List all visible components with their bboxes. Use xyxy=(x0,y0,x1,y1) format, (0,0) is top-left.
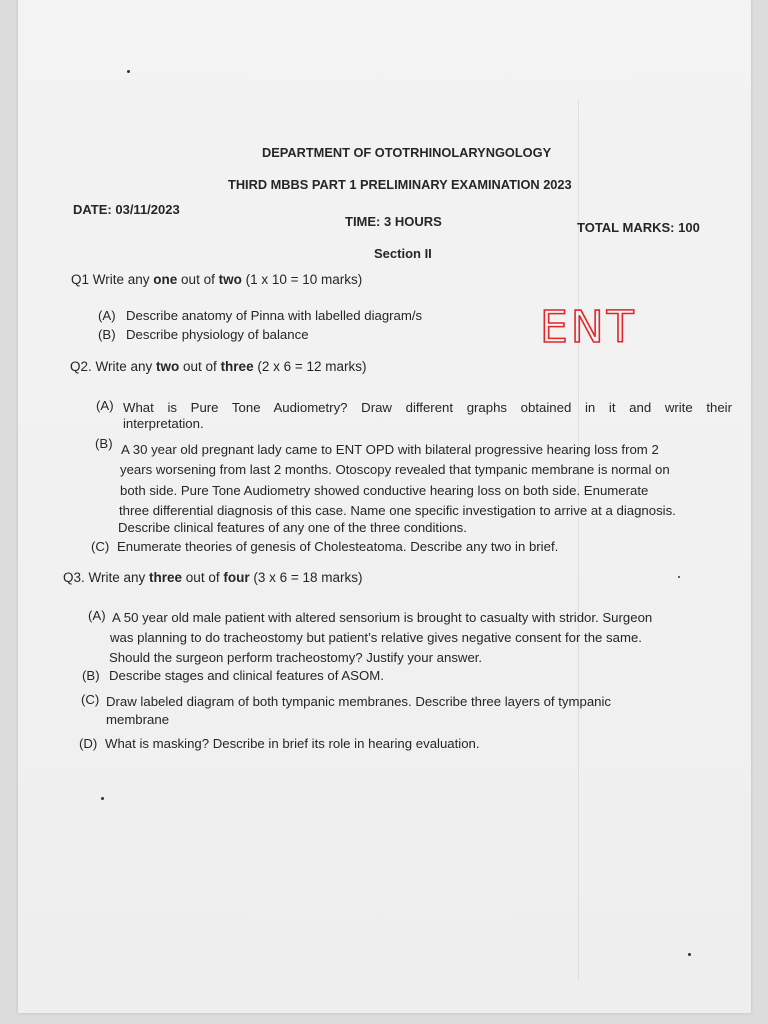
exam-time: TIME: 3 HOURS xyxy=(345,214,442,229)
ink-speck xyxy=(127,70,130,73)
q1-mid: out of xyxy=(177,272,219,287)
q1-item-b xyxy=(98,325,309,346)
q2-item-b-line: both side. Pure Tone Audiometry showed conductive hearing loss on both side. Enumerate xyxy=(120,483,649,498)
q2-mid: out of xyxy=(179,359,221,374)
item-label: (D) xyxy=(79,736,98,751)
q1-marks: (1 x 10 = 10 marks) xyxy=(241,272,363,287)
q1-total: two xyxy=(218,272,242,287)
total-marks: TOTAL MARKS: 100 xyxy=(577,220,700,235)
q1-count: one xyxy=(153,272,178,287)
ink-speck xyxy=(101,797,104,800)
item-text: Enumerate theories of genesis of Cholesteatoma. Describe any two in brief. xyxy=(117,539,559,554)
handwritten-ent-annotation: ENT xyxy=(540,302,637,353)
item-label: (C) xyxy=(91,539,110,554)
q1-heading xyxy=(71,272,362,287)
exam-date: DATE: 03/11/2023 xyxy=(73,202,180,217)
q2-item-b-line: A 30 year old pregnant lady came to ENT OPD with bilateral progressive hearing loss from 2 xyxy=(121,442,659,457)
item-label: (B) xyxy=(82,668,100,683)
q3-mid: out of xyxy=(182,570,224,585)
q3-item-c-line2: membrane xyxy=(106,712,170,727)
q3-heading xyxy=(63,570,363,585)
q2-item-b-line: years worsening from last 2 months. Otoscopy revealed that tympanic membrane is normal on xyxy=(120,462,670,477)
q3-item-a-label: (A) xyxy=(88,608,106,623)
ink-speck xyxy=(678,576,680,578)
q3-item-b xyxy=(82,666,384,687)
q3-item-c-label: (C) xyxy=(81,692,100,707)
item-label: (B) xyxy=(98,327,116,342)
item-label: (A) xyxy=(98,308,116,323)
ink-speck xyxy=(688,953,691,956)
item-text: Describe stages and clinical features of ASOM. xyxy=(109,668,384,683)
q3-prefix: Q3. Write any xyxy=(63,570,150,585)
q1-prefix: Q1 Write any xyxy=(71,272,154,287)
q3-item-a-line: Should the surgeon perform tracheostomy? Justify your answer. xyxy=(109,650,483,665)
item-text: Describe anatomy of Pinna with labelled diagram/s xyxy=(126,308,423,323)
section-title: Section II xyxy=(374,246,432,261)
q3-total: four xyxy=(223,570,250,585)
q2-prefix: Q2. Write any xyxy=(70,359,157,374)
q3-count: three xyxy=(149,570,183,585)
q3-item-a-line: was planning to do tracheostomy but patient’s relative gives negative consent for the same. xyxy=(110,630,642,645)
item-text: Describe physiology of balance xyxy=(126,327,309,342)
exam-title: THIRD MBBS PART 1 PRELIMINARY EXAMINATION 2023 xyxy=(228,177,572,192)
q2-item-b-line: three differential diagnosis of this case. Name one specific investigation to arrive at a diagnosis. xyxy=(119,503,676,518)
q2-count: two xyxy=(156,359,180,374)
q2-marks: (2 x 6 = 12 marks) xyxy=(253,359,367,374)
q3-item-d xyxy=(79,734,480,755)
item-text: What is masking? Describe in brief its role in hearing evaluation. xyxy=(105,736,480,751)
q3-marks: (3 x 6 = 18 marks) xyxy=(249,570,363,585)
q2-item-a-label: (A) xyxy=(96,398,114,413)
q3-item-a-line: A 50 year old male patient with altered sensorium is brought to casualty with stridor. Surgeon xyxy=(112,610,653,625)
q2-item-b-line: Describe clinical features of any one of the three conditions. xyxy=(118,520,467,535)
q2-heading xyxy=(70,359,367,374)
q2-item-a-line2: interpretation. xyxy=(123,416,204,431)
q3-item-c-line1: Draw labeled diagram of both tympanic membranes. Describe three layers of tympanic xyxy=(106,694,612,709)
q2-item-b-label: (B) xyxy=(95,436,113,451)
department-title: DEPARTMENT OF OTOTRHINOLARYNGOLOGY xyxy=(262,145,552,160)
q2-item-c xyxy=(91,537,558,558)
q2-item-a-line1: What is Pure Tone Audiometry? Draw different graphs obtained in it and write their xyxy=(123,400,732,415)
q1-item-a xyxy=(98,306,422,327)
q2-total: three xyxy=(220,359,254,374)
